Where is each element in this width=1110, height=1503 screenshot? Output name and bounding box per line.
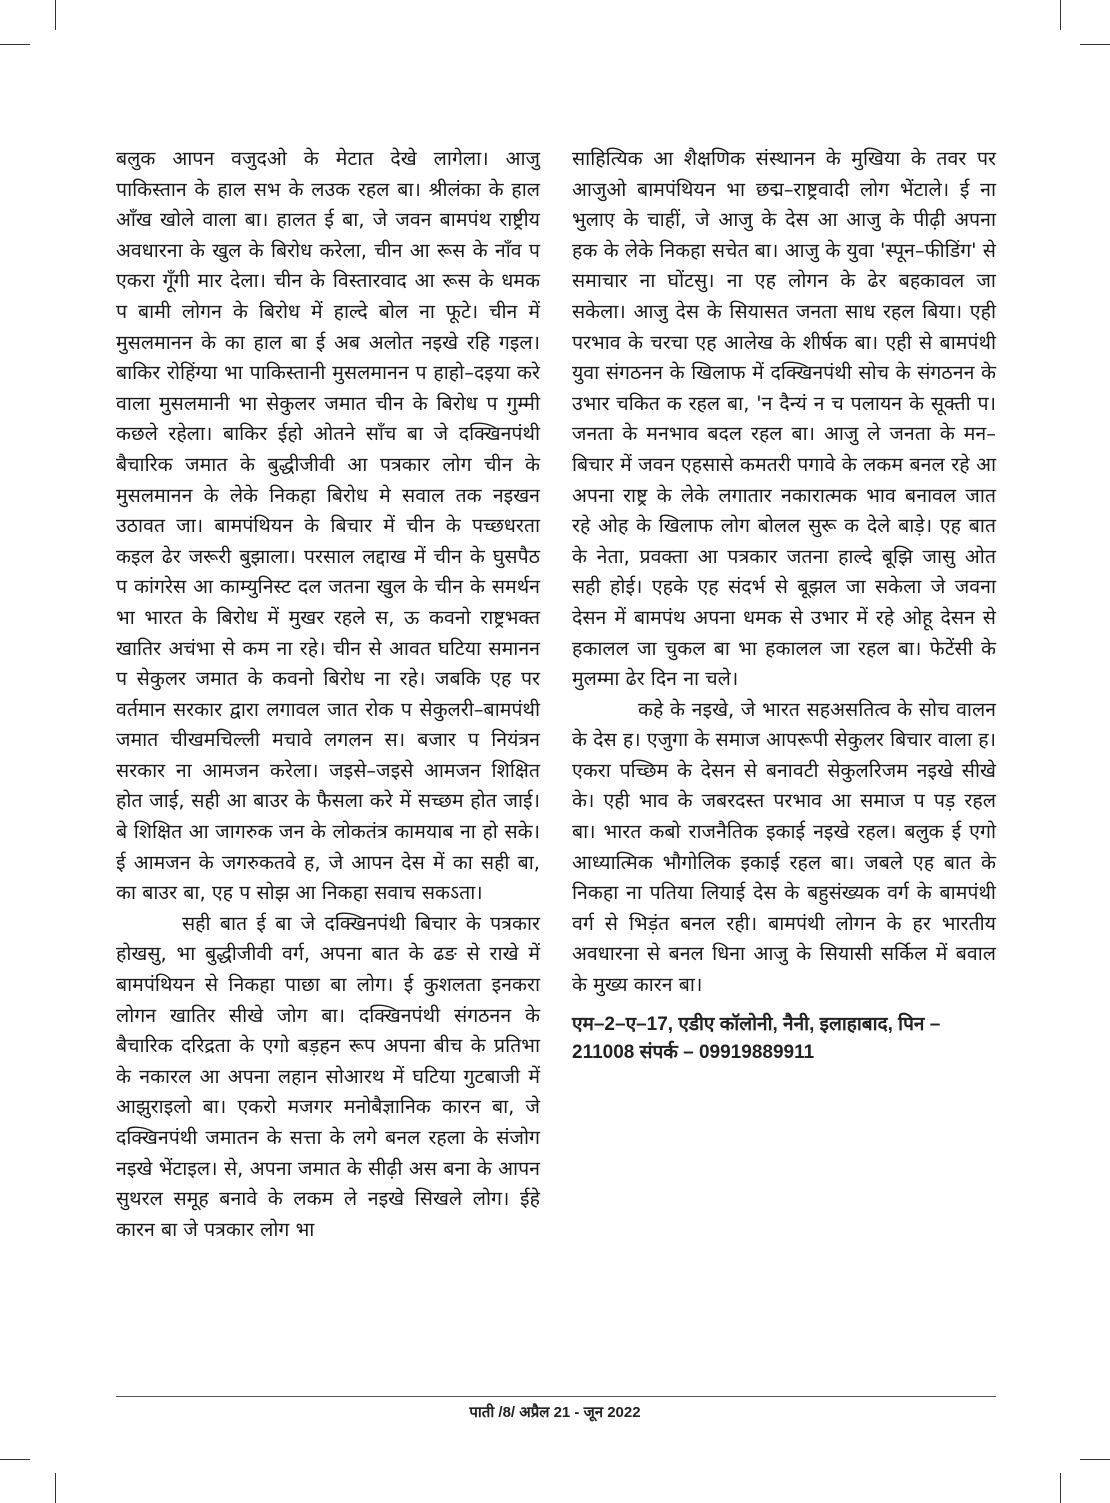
crop-mark-bottom-left-v — [55, 1473, 56, 1503]
author-address: एम–2–ए–17, एडीए कॉलोनी, नैनी, इलाहाबाद, पिन – 211008 संपर्क – 09919889911 — [572, 1013, 941, 1063]
page-footer: पाती /8/ अप्रैल 21 - जून 2022 — [469, 1404, 641, 1421]
crop-mark-bottom-left-h — [0, 1459, 30, 1460]
left-column — [116, 144, 540, 1245]
crop-mark-bottom-right-h — [1080, 1459, 1110, 1460]
crop-mark-top-left-v — [55, 0, 56, 30]
crop-mark-top-left-h — [0, 44, 30, 45]
paragraph: बलुक आपन वजुदओ के मेटात देखे लागेला। आजु पाकिस्तान के हाल सभ के लउक रहल बा। श्रीलंका के हाल आँख खोले वाला बा। हालत ई बा, जे जवन बामपंथ राष्ट्रीय अवधारना के खुल के बिरोध करेला, चीन आ रूस के नाँव प एकरा गूँगी मार देला। चीन के विस्तारवाद आ रूस के धमक प बामी लोगन के बिरोध में हाल्दे बोल ना फूटे। चीन में मुसलमानन के का हाल बा ई अब अलोत नइखे रहि गइल। बाकिर रोहिंग्या भा पाकिस्तानी मुसलमानन प हाहो–दइया करे वाला मुसलमानी भा सेकुलर जमात चीन के बिरोध प गुम्मी कछले रहेला। बाकिर ईहो ओतने साँच बा जे दक्खिनपंथी बैचारिक जमात के बुद्धीजीवी आ पत्रकार लोग चीन के मुसलमानन के लेके निकहा बिरोध मे सवाल तक नइखन उठावत जा। बामपंथियन के बिचार में चीन के पच्छधरता कइल ढेर जरूरी बुझाला। परसाल लद्दाख में चीन के घुसपैठ प कांगरेस आ काम्युनिस्ट दल जतना खुल के चीन के समर्थन भा भारत के बिरोध में मुखर रहले स, ऊ कवनो राष्ट्रभक्त खातिर अचंभा से कम ना रहे। चीन से आवत घटिया समानन प सेकुलर जमात के कवनो बिरोध ना रहे। जबकि एह पर वर्तमान सरकार द्वारा लगावल जात रोक प सेकुलरी–बामपंथी जमात चीखमचिल्ली मचावे लगलन स। बजार प नियंत्रन सरकार ना आमजन करेला। जइसे–जइसे आमजन शिक्षित होत जाई, सही आ बाउर के फैसला करे में सच्छम होत जाई। बे शिक्षित आ जागरुक जन के लोकतंत्र कामयाब ना हो सके। ई आमजन के जगरुकतवे ह, जे आपन देस में का सही बा, का बाउर बा, एह प सोझ आ निकहा सवाच सकऽता। — [116, 147, 540, 905]
crop-mark-bottom-right-v — [1060, 1473, 1061, 1503]
paragraph: कहे के नइखे, जे भारत सहअसतित्व के सोच वालन के देस ह। एजुगा के समाज आपरूपी सेकुलर बिचार वाला ह। एकरा पच्छिम के देसन से बनावटी सेकुलरिजम नइखे सीखे के। एही भाव के जबरदस्त परभाव आ समाज प पड़ रहल बा। भारत कबो राजनैतिक इकाई नइखे रहल। बलुक ई एगो आध्यात्मिक भौगोलिक इकाई रहल बा। जबले एह बात के निकहा ना पतिया लियाई देस के बहुसंख्यक वर्ग के बामपंथी वर्ग से भिड़ंत बनल रही। बामपंथी लोगन के हर भारतीय अवधारना से बनल धिना आजु के सियासी सर्किल में बवाल के मुख्य कारन बा। — [572, 697, 997, 997]
paragraph: साहित्यिक आ शैक्षणिक संस्थानन के मुखिया के तवर पर आजुओ बामपंथियन भा छद्म–राष्ट्रवादी लोग भेंटाले। ई ना भुलाए के चाहीं, जे आजु के देस आ आजु के पीढ़ी अपना हक के लेके निकहा सचेत बा। आजु के युवा 'स्पून–फीडिंग' से समाचार ना घोंटसु। ना एह लोगन के ढेर बहकावल जा सकेला। आजु देस के सियासत जनता साध रहल बिया। एही परभाव के चरचा एह आलेख के शीर्षक बा। एही से बामपंथी युवा संगठनन के खिलाफ में दक्खिनपंथी सोच के संगठनन के उभार चकित क रहल बा, 'न दैन्यं न च पलायन के सूक्ती प। जनता के मनभाव बदल रहल बा। आजु ले जनता के मन–बिचार में जवन एहसासे कमतरी पगावे के लकम बनल रहे आ अपना राष्ट्र के लेके लगातार नकारात्मक भाव बनावल जात रहे ओह के खिलाफ लोग बोलल सुरू क देले बाड़े। एह बात के नेता, प्रवक्ता आ पत्रकार जतना हाल्दे बूझि जासु ओत सही होई। एहके एह संदर्भ से बूझल जा सकेला जे जवना देसन में बामपंथ अपना धमक से उभार में रहे ओहू देसन से हकालल जा चुकल बा भा हकालल जा रहल बा। फेटेंसी के मुलम्मा ढेर दिन ना चले। — [572, 147, 996, 691]
right-column — [572, 144, 996, 1067]
crop-mark-top-right-h — [1080, 44, 1110, 45]
paragraph: सही बात ई बा जे दक्खिनपंथी बिचार के पत्रकार होखसु, भा बुद्धीजीवी वर्ग, अपना बात के ढङ से राखे में बामपंथियन से निकहा पाछा बा लोग। ई कुशलता इनकरा लोगन खातिर सीखे जोग बा। दक्खिनपंथी संगठनन के बैचारिक दरिद्रता के एगो बड़हन रूप अपना बीच के प्रतिभा के नकारल आ अपना लहान सोआरथ में घटिया गुटबाजी में आझुराइलो बा। एकरो मजगर मनोबैज्ञानिक कारन बा, जे दक्खिनपंथी जमातन के सत्ता के लगे बनल रहला के संजोग नइखे भेंटाइल। से, अपना जमात के सीढ़ी अस बना के आपन सुथरल समूह बनावे के लकम ले नइखे सिखले लोग। ईहे कारन बा जे पत्रकार लोग भा — [116, 911, 540, 1241]
footer-divider — [116, 1396, 996, 1397]
crop-mark-top-right-v — [1060, 0, 1061, 30]
